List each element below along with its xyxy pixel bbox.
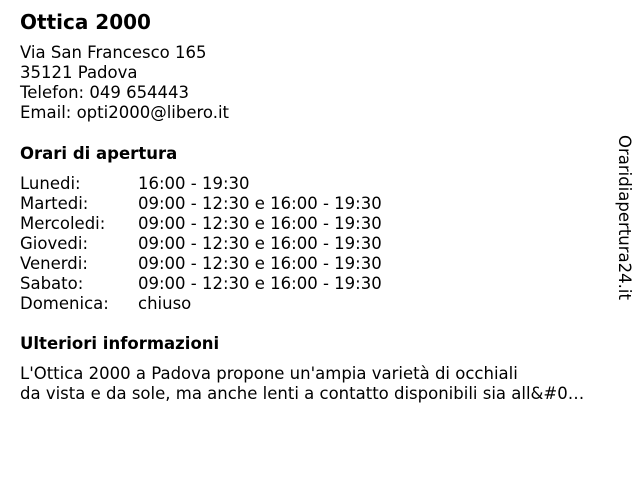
hours-value: 09:00 - 12:30 e 16:00 - 19:30 <box>138 274 382 293</box>
store-email: Email: opti2000@libero.it <box>20 103 230 122</box>
day-label: Lunedi: <box>20 174 81 193</box>
hours-value: 09:00 - 12:30 e 16:00 - 19:30 <box>138 214 382 233</box>
hours-value: 16:00 - 19:30 <box>138 174 250 193</box>
more-info-text <box>20 364 615 404</box>
hours-value: 09:00 - 12:30 e 16:00 - 19:30 <box>138 234 382 253</box>
day-label: Martedi: <box>20 194 89 213</box>
more-info-heading: Ulteriori informazioni <box>20 334 220 353</box>
hours-value: 09:00 - 12:30 e 16:00 - 19:30 <box>138 194 382 213</box>
info-line: L'Ottica 2000 a Padova propone un'ampia varietà di occhiali <box>20 364 518 383</box>
hours-value: 09:00 - 12:30 e 16:00 - 19:30 <box>138 254 382 273</box>
store-phone: Telefon: 049 654443 <box>20 83 190 102</box>
address-street: Via San Francesco 165 <box>20 43 207 62</box>
hours-value: chiuso <box>138 294 192 313</box>
site-brand-vertical: Oraridiapertura24.it <box>615 135 634 300</box>
opening-hours-heading: Orari di apertura <box>20 144 178 163</box>
store-name: Ottica 2000 <box>20 10 151 34</box>
day-label: Domenica: <box>20 294 109 313</box>
day-label: Venerdi: <box>20 254 88 273</box>
info-line: da vista e da sole, ma anche lenti a contatto disponibili sia all&#0… <box>20 384 585 403</box>
address-city: 35121 Padova <box>20 63 138 82</box>
store-address-block <box>20 43 229 123</box>
day-label: Mercoledi: <box>20 214 106 233</box>
day-label: Sabato: <box>20 274 84 293</box>
day-label: Giovedi: <box>20 234 88 253</box>
